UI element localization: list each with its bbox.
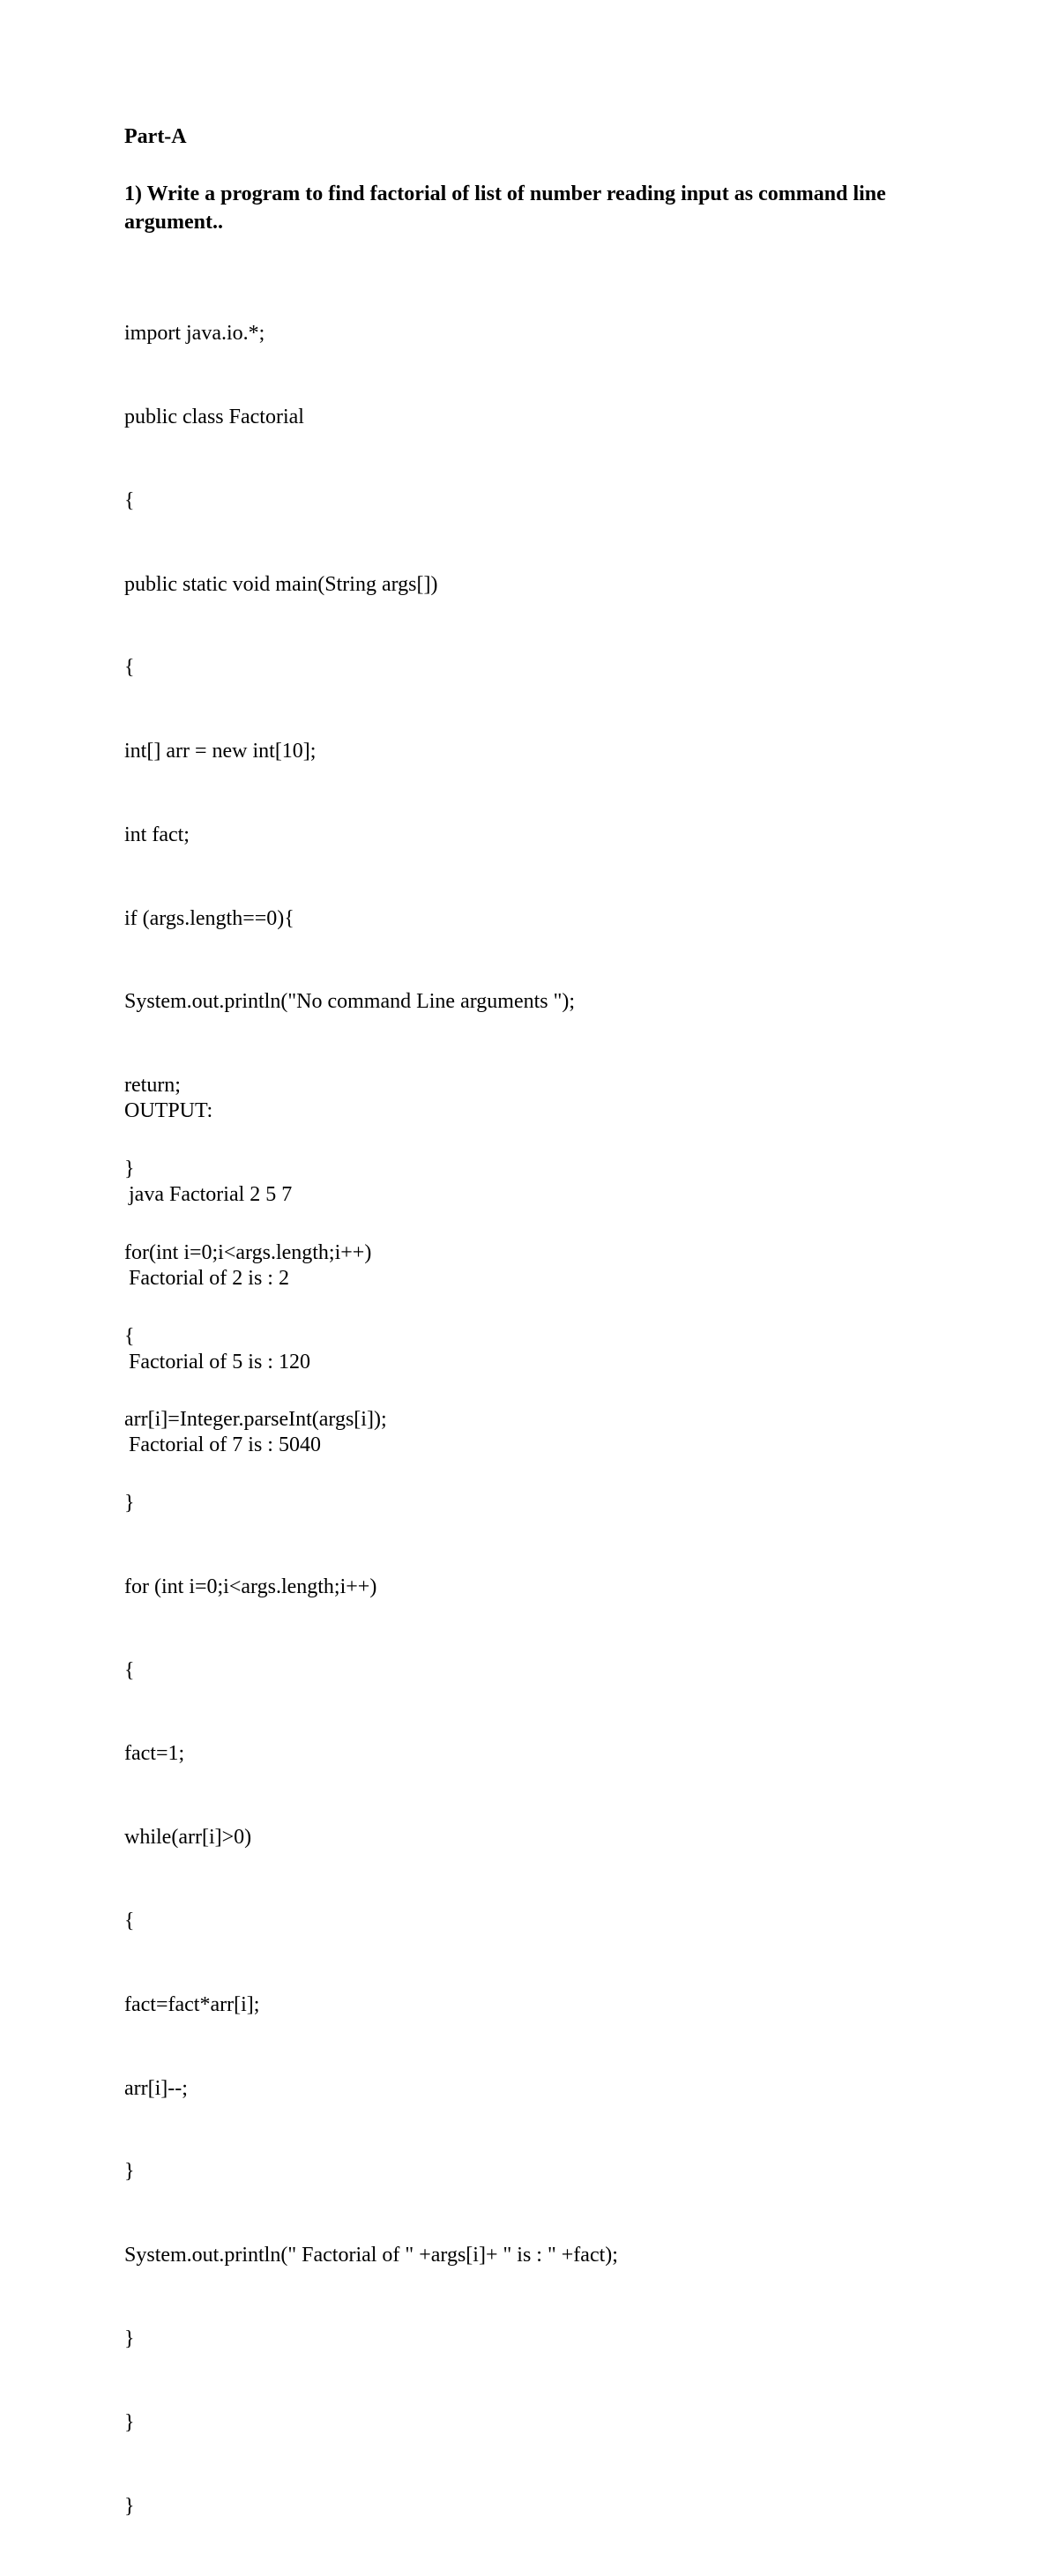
code-line: System.out.println("No command Line arguments "); [124,990,576,1014]
code-line: int[] arr = new int[10]; [124,740,317,763]
code-line: fact=fact*arr[i]; [124,1992,260,2016]
code-line: return; [124,1074,181,1098]
code-line: import java.io.*; [124,322,265,346]
code-line: { [124,488,135,512]
code-line: while(arr[i]>0) [124,1826,252,1850]
code-line: for(int i=0;i<args.length;i++) [124,1240,372,1264]
output-line: Factorial of 2 is : 2 [129,1266,289,1290]
output-line: java Factorial 2 5 7 [129,1182,293,1206]
output-label: OUTPUT: [124,1099,213,1123]
code-line: { [124,1658,135,1682]
code-line: } [124,1492,135,1515]
code-line: for (int i=0;i<args.length;i++) [124,1575,377,1598]
code-line: { [124,1324,135,1348]
code-line: } [124,2327,135,2350]
document-page [124,123,971,2518]
output-line: Factorial of 7 is : 5040 [129,1433,321,1457]
code-line: if (args.length==0){ [124,906,294,930]
output-block [124,1042,321,1515]
part-title: Part-A [124,125,187,148]
code-line: public static void main(String args[]) [124,572,438,596]
code-line: arr[i]--; [124,2076,188,2100]
code-line: int fact; [124,823,190,846]
code-line: public class Factorial [124,405,304,428]
code-line: } [124,2160,135,2184]
code-line: { [124,656,135,680]
output-line: Factorial of 5 is : 120 [129,1350,310,1374]
code-line: System.out.println(" Factorial of " +args[i]+ " is : " +fact); [124,2244,618,2267]
code-line: } [124,2494,135,2518]
code-line: } [124,2410,135,2434]
code-line: arr[i]=Integer.parseInt(args[i]); [124,1408,387,1432]
code-line: { [124,1910,135,1933]
code-line: fact=1; [124,1742,185,1766]
code-line: } [124,1158,135,1180]
question-text: 1) Write a program to find factorial of list of number reading input as command line argument.. [124,182,886,234]
